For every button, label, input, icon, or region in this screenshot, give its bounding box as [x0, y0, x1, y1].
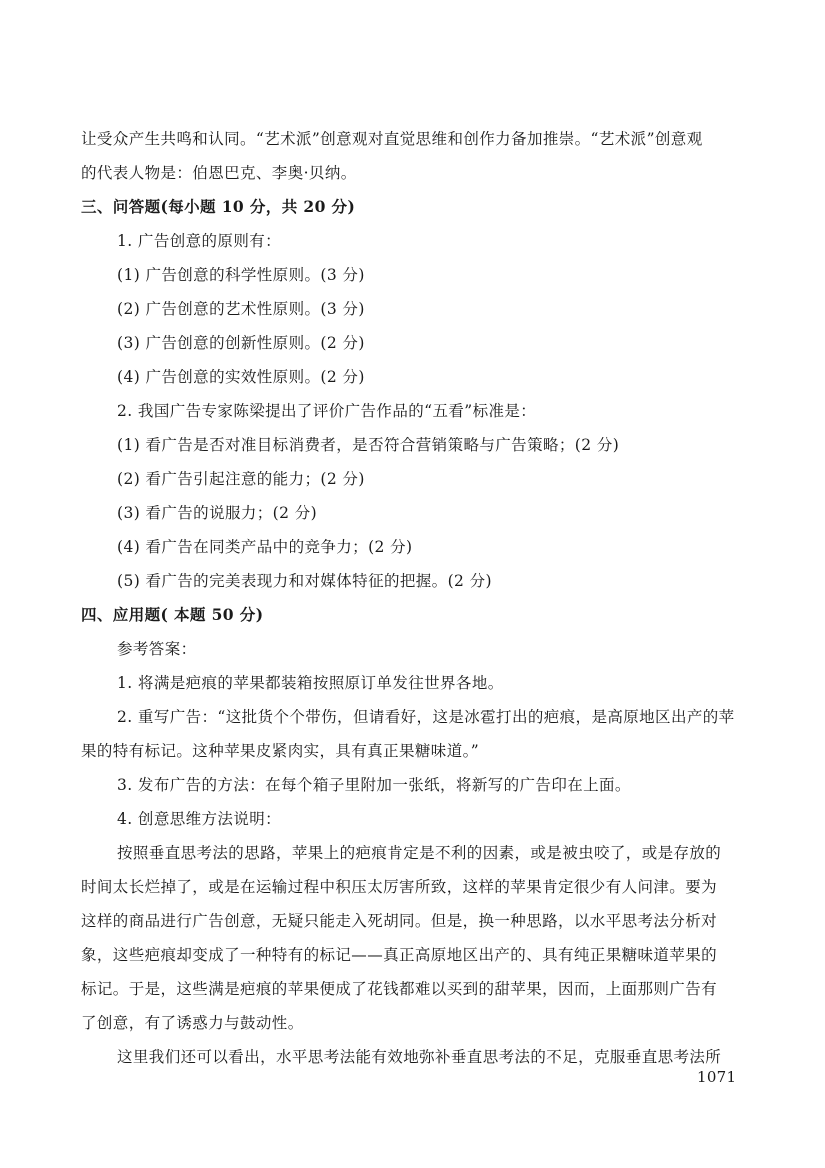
- paragraph-line: 象，这些疤痕却变成了一种特有的标记——真正高原地区出产的、具有纯正果糖味道苹果的: [81, 946, 718, 964]
- paragraph-line: 标记。于是，这些满是疤痕的苹果便成了花钱都难以买到的甜苹果，因而，上面那则广告有: [81, 980, 718, 998]
- paragraph-line: 按照垂直思考法的思路，苹果上的疤痕肯定是不利的因素，或是被虫咬了，或是存放的: [117, 844, 722, 862]
- list-item: (1) 广告创意的科学性原则。(3 分): [117, 266, 365, 284]
- paragraph-line: 1. 将满是疤痕的苹果都装箱按照原订单发往世界各地。: [117, 674, 504, 692]
- list-item: (3) 广告创意的创新性原则。(2 分): [117, 334, 365, 352]
- paragraph-line: 时间太长烂掉了，或是在运输过程中积压太厉害所致，这样的苹果肯定很少有人问津。要为: [81, 878, 718, 896]
- list-item: (2) 广告创意的艺术性原则。(3 分): [117, 300, 365, 318]
- section-heading-qa: 三、问答题(每小题 10 分，共 20 分): [81, 197, 356, 216]
- answer-heading: 参考答案：: [117, 640, 197, 658]
- paragraph-line: 这样的商品进行广告创意，无疑只能走入死胡同。但是，换一种思路，以水平思考法分析对: [81, 912, 718, 930]
- paragraph-line: 的代表人物是：伯恩巴克、李奥·贝纳。: [81, 164, 357, 182]
- paragraph-line: 让受众产生共鸣和认同。“艺术派”创意观对直觉思维和创作力备加推崇。“艺术派”创意观: [81, 130, 703, 148]
- list-item: (4) 广告创意的实效性原则。(2 分): [117, 368, 365, 386]
- question-heading: 1. 广告创意的原则有：: [117, 232, 282, 250]
- paragraph-line: 2. 重写广告：“这批货个个带伤，但请看好，这是冰雹打出的疤痕，是高原地区出产的苹: [117, 708, 735, 726]
- list-item: (1) 看广告是否对准目标消费者，是否符合营销策略与广告策略；(2 分): [117, 436, 620, 454]
- paragraph-line: 4. 创意思维方法说明：: [117, 810, 282, 828]
- question-heading: 2. 我国广告专家陈梁提出了评价广告作品的“五看”标准是：: [117, 402, 537, 420]
- list-item: (5) 看广告的完美表现力和对媒体特征的把握。(2 分): [117, 572, 492, 590]
- list-item: (4) 看广告在同类产品中的竞争力；(2 分): [117, 538, 413, 556]
- list-item: (3) 看广告的说服力；(2 分): [117, 504, 318, 522]
- paragraph-line: 了创意，有了诱惑力与鼓动性。: [81, 1014, 304, 1032]
- paragraph-line: 3. 发布广告的方法：在每个箱子里附加一张纸，将新写的广告印在上面。: [117, 776, 631, 794]
- section-heading-application: 四、应用题( 本题 50 分): [81, 605, 264, 624]
- paragraph-line: 这里我们还可以看出，水平思考法能有效地弥补垂直思考法的不足，克服垂直思考法所: [117, 1048, 722, 1066]
- list-item: (2) 看广告引起注意的能力；(2 分): [117, 470, 365, 488]
- paragraph-line: 果的特有标记。这种苹果皮紧肉实，具有真正果糖味道。”: [81, 742, 480, 760]
- page-number: 1071: [697, 1068, 737, 1086]
